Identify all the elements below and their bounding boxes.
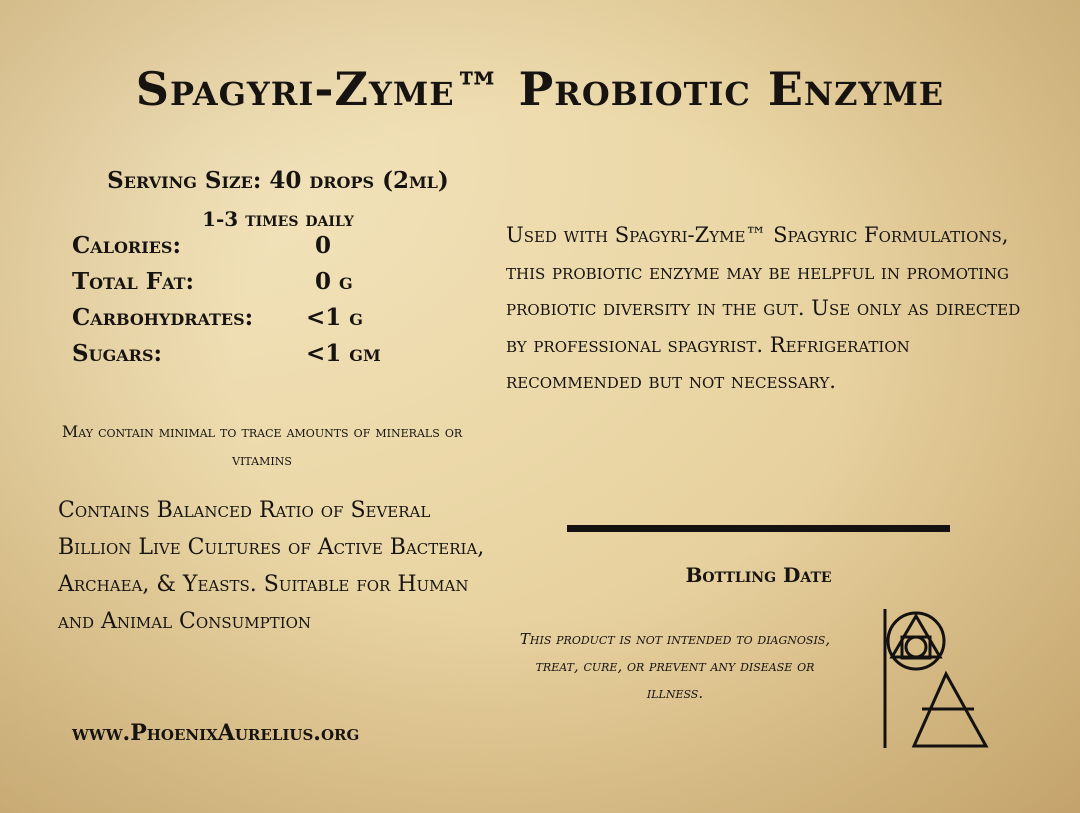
nutrition-label: Sugars: bbox=[72, 340, 162, 367]
alchemical-symbol-icon bbox=[876, 606, 996, 755]
nutrition-value: 0 bbox=[315, 232, 332, 259]
nutrition-value: 0 g bbox=[315, 268, 353, 295]
nutrition-label: Carbohydrates: bbox=[72, 304, 254, 331]
usage-description: Used with Spagyri-Zyme™ Spagyric Formulations, this probiotic enzyme may be helpful in promoting probiotic diversity in the gut. Use only as directed by professional spagyrist. Refrigeration recommended but not necessary. bbox=[506, 223, 1021, 393]
disclaimer-text: This product is not intended to diagnosis, treat, cure, or prevent any disease or illness. bbox=[519, 630, 831, 702]
nutrition-value: <1 g bbox=[306, 304, 363, 331]
website-link[interactable]: www.PhoenixAurelius.org bbox=[72, 720, 360, 746]
trace-minerals-note: May contain minimal to trace amounts of minerals or vitamins bbox=[61, 422, 463, 469]
product-title: Spagyri-Zyme™ Probiotic Enzyme bbox=[135, 62, 945, 116]
serving-size: Serving Size: 40 drops (2ml) bbox=[107, 167, 449, 194]
nutrition-row-carbohydrates bbox=[72, 304, 472, 340]
contains-description: Contains Balanced Ratio of Several Billion Live Cultures of Active Bacteria, Archaea, & Yeasts. Suitable for Human and Animal Consumption bbox=[58, 498, 485, 634]
serving-info bbox=[58, 162, 498, 238]
nutrition-row-calories bbox=[72, 232, 472, 268]
serving-frequency: 1-3 times daily bbox=[202, 207, 354, 231]
nutrition-row-sugars bbox=[72, 340, 472, 376]
bottling-date-label: Bottling Date bbox=[685, 563, 832, 587]
nutrition-label: Total Fat: bbox=[72, 268, 195, 295]
nutrition-value: <1 gm bbox=[306, 340, 381, 367]
nutrition-label: Calories: bbox=[72, 232, 181, 259]
bottling-date-line bbox=[567, 525, 950, 532]
nutrition-row-total-fat bbox=[72, 268, 472, 304]
nutrition-facts bbox=[72, 232, 472, 376]
